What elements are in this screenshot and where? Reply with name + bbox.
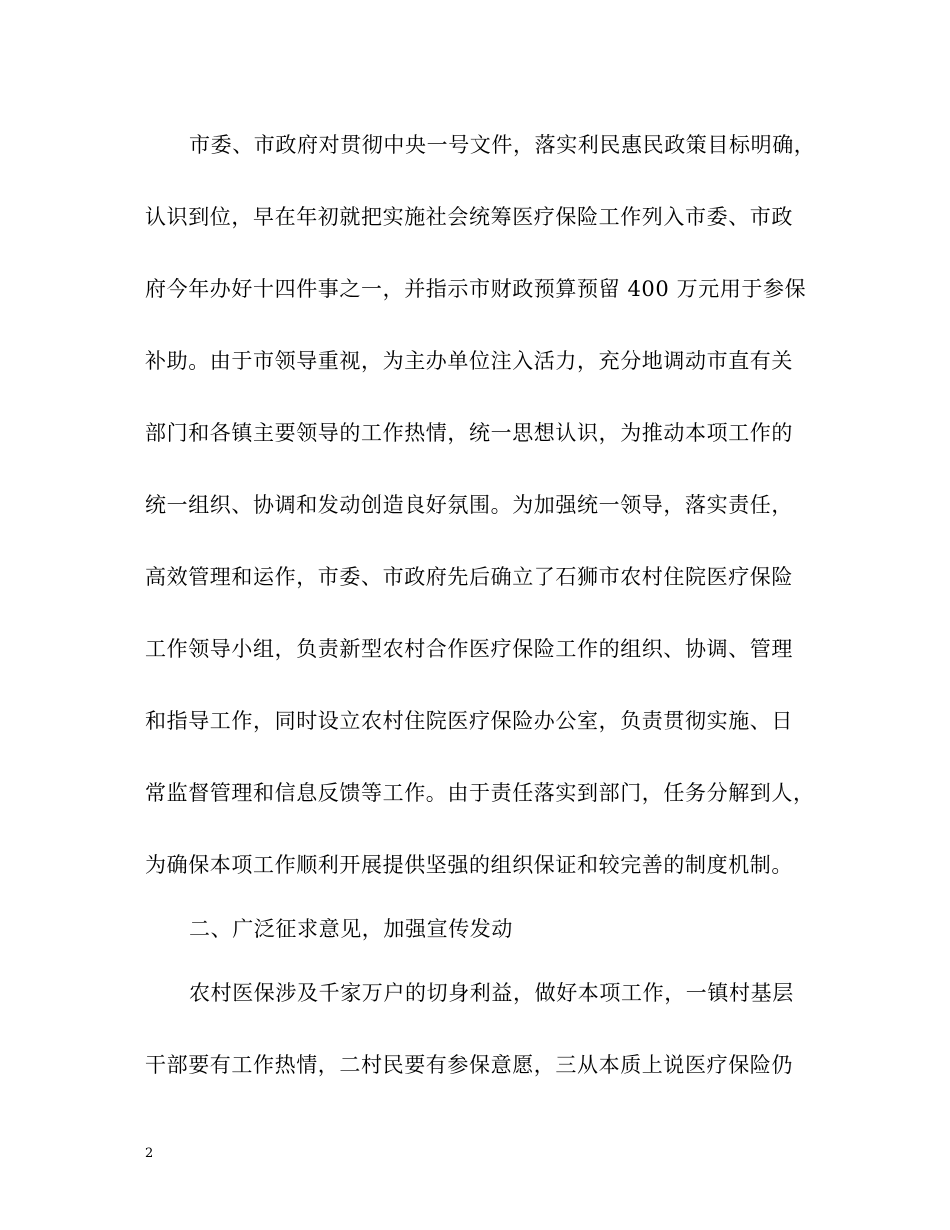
paragraph-line: 认识到位，早在年初就把实施社会统筹医疗保险工作列入市委、市政 [145,205,793,229]
paragraph-line: 补助。由于市领导重视，为主办单位注入活力，充分地调动市直有关 [145,349,793,373]
page-number: 2 [145,1146,154,1161]
paragraph-line: 和指导工作，同时设立农村住院医疗保险办公室，负责贯彻实施、日 [145,709,793,733]
paragraph-line: 市委、市政府对贯彻中央一号文件，落实利民惠民政策目标明确， [189,133,816,157]
section-heading: 二、广泛征求意见，加强宣传发动 [189,917,513,941]
paragraph-line: 干部要有工作热情，二村民要有参保意愿，三从本质上说医疗保险仍 [145,1053,793,1077]
paragraph-line: 部门和各镇主要领导的工作热情，统一思想认识，为推动本项工作的 [145,421,793,445]
paragraph-line: 府今年办好十四件事之一，并指示市财政预算预留 400 万元用于参保 [145,277,807,301]
paragraph-line: 为确保本项工作顺利开展提供坚强的组织保证和较完善的制度机制。 [145,853,793,877]
paragraph-line: 农村医保涉及千家万户的切身利益，做好本项工作，一镇村基层 [189,981,794,1005]
paragraph-line: 统一组织、协调和发动创造良好氛围。为加强统一领导，落实责任， [145,493,793,517]
paragraph-line: 高效管理和运作，市委、市政府先后确立了石狮市农村住院医疗保险 [145,565,793,589]
paragraph-line: 常监督管理和信息反馈等工作。由于责任落实到部门，任务分解到人， [145,781,815,805]
paragraph-line: 工作领导小组，负责新型农村合作医疗保险工作的组织、协调、管理 [145,637,793,661]
